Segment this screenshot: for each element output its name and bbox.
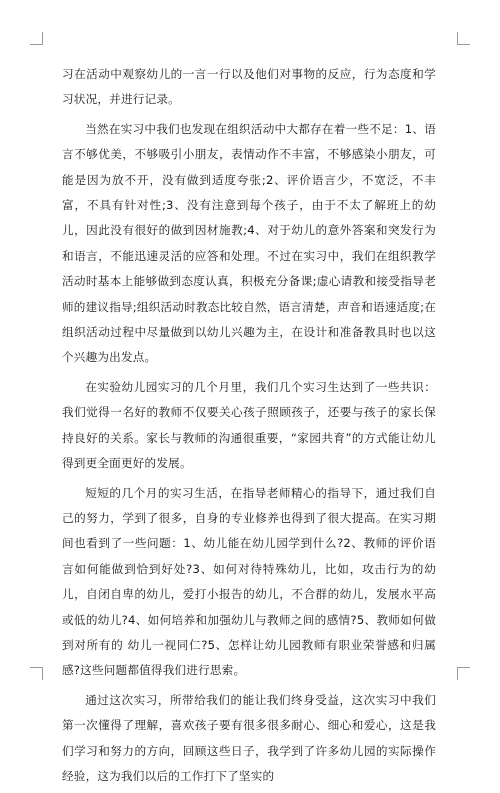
paragraph: 当然在实习中我们也发现在组织活动中大都存在着一些不足：1、语言不够优美，不够吸引小朋友，表情动作不丰富，不够感染小朋友，可能是因为放不开，没有做到适度夸张;2、评价语言少，不宽泛，不丰富，不具有针对性;3、没有注意到每个孩子，由于不太了解班上的幼儿，因此没有很好的做到因材施教;4、对于幼儿的意外答案和突发行为和语言，不能迅速灵活的应答和处理。不过在实习中，我们在组织教学活动时基本上能够做到态度认真，积极充分备课;虚心请教和接受指导老师的建议指导;组织活动时教态比较自然，语言清楚，声音和语速适度;在组织活动过程中尽量做到以幼儿兴趣为主，在设计和准备教具时也以这个兴趣为出发点。 — [62, 121, 436, 365]
crop-mark-bottom-left — [30, 667, 43, 680]
crop-mark-top-right — [457, 32, 470, 45]
paragraph: 习在活动中观察幼儿的一言一行以及他们对事物的反应，行为态度和学习状况，并进行记录。 — [62, 67, 436, 107]
paragraph: 短短的几个月的实习生活，在指导老师精心的指导下，通过我们自己的努力，学到了很多，自身的专业修养也得到了很大提高。在实习期间也看到了一些问题：1、幼儿能在幼儿园学到什么?2、教师的评价语言如何能做到恰到好处?3、如何对待特殊幼儿，比如，攻击行为的幼儿，自闭自卑的幼儿，爱打小报告的幼儿，不合群的幼儿，发展水平高或低的幼儿?4、如何培养和加强幼儿与教师之间的感情?5、教师如何做到对所有的 幼儿一视同仁?5、怎样让幼儿园教师有职业荣誉感和归属感?这些问题都值得我们进行思索。 — [62, 485, 436, 678]
document-body — [62, 62, 436, 793]
crop-mark-bottom-right — [457, 667, 470, 680]
paragraph: 在实验幼儿园实习的几个月里，我们几个实习生达到了一些共识：我们觉得一名好的教师不仅要关心孩子照顾孩子，还要与孩子的家长保持良好的关系。家长与教师的沟通很重要，“家园共育”的方式能让幼儿得到更全面更好的发展。 — [62, 379, 436, 471]
crop-mark-top-left — [30, 32, 43, 45]
paragraph: 通过这次实习，所带给我们的能让我们终身受益，这次实习中我们第一次懂得了理解，喜欢孩子要有很多很多耐心、细心和爱心，这是我们学习和努力的方向，回顾这些日子，我学到了许多幼儿园的实际操作经验，这为我们以后的工作打下了坚实的 — [62, 692, 436, 783]
